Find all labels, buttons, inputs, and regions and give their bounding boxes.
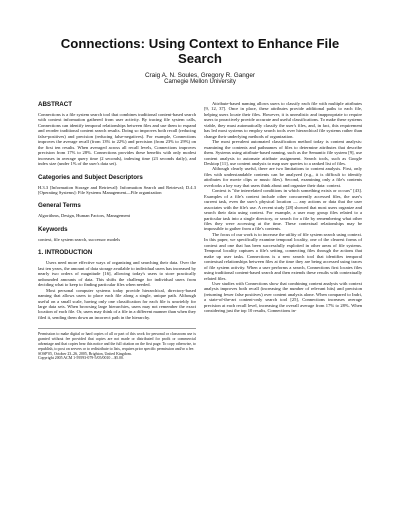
keywords-text: context, file system search, successor models xyxy=(38,236,121,242)
general-terms-heading: General Terms xyxy=(38,202,81,210)
abstract-text: Connections is a file system search tool that combines traditional content-based search with context information gathered from user activity. By tracing file system calls, Connections can identify temporal relationships between files and use them to expand and reorder traditional content search results. Doing so improves both recall (reducing false-positives) and precision (reducing false-negatives). For example, Connections improves the average recall (from 13% to 22%) and precision (from 23% to 29%) on the first ten results. When averaged across all recall levels, Connections improves precision from 17% to 28%. Connections provides these benefits with only modest increases in average query time (2 seconds), indexing time (23 seconds daily), and index size (under 1% of the user's data set). xyxy=(38,112,196,167)
body-paragraph-6: User studies with Connections show that combining content analysis with context analysis improves both recall (increasing the number of relevant hits) and precision (returning fewer false positives) over content analysis alone. When compared to Indri, a state-of-the-art content-only search tool [25], Connections increases average precision at each recall level, increasing the overall average from 17% to 28%. When considering just the top 10 results, Connections in- xyxy=(204,280,362,314)
footnote-block xyxy=(38,328,196,361)
intro-paragraph-2: Most personal computer systems today provide hierarchical, directory-based naming that allows users to place each file along a single, unique path. Although useful on a small scale, having only one classification for each file is unwieldy for large data sets. When browsing large hierarchies, users may not remember the exact location of each file. Or, users may think of a file in a different manner than when they filed it, sending them down an incorrect path in the hierarchy. xyxy=(38,287,196,320)
keywords-heading: Keywords xyxy=(38,225,68,233)
body-paragraph-4: Context is "the interrelated conditions in which something exists or occurs" [43]. Examples of a file's context include other concurrently accessed files, the user's current task, even the user's physical location — any actions or data that the user associates with the file's use. A recent study [28] showed that most users organize and search their data using context. For example, a user may group files related to a particular task into a single directory, or search for a file by remembering what other files they were accessing at the time. These contextual relationships may be impossible to gather from a file's contents. xyxy=(204,188,362,232)
intro-paragraph-1: Users need more effective ways of organizing and searching their data. Over the last ten years, the amount of data storage available to individual users has increased by nearly two orders of magnitude [16], allowing today's users to store practically unbounded amounts of data. This shifts the challenge for individual users from deciding what to keep to finding particular files when needed. xyxy=(38,260,196,288)
venue-line: SOSP'05, October 23–26, 2005, Brighton, United Kingdom. xyxy=(38,351,132,356)
two-column-body xyxy=(38,101,362,361)
paper-title: Connections: Using Context to Enhance File Search xyxy=(60,36,340,66)
abstract-heading: ABSTRACT xyxy=(38,101,73,108)
body-paragraph-3: Although clearly useful, there are two limitations to content analysis. First, only files with understandable contents can be analyzed (e.g., it is difficult to identify attributes for movie clips or music files). Second, examining only a file's contents overlooks a key way that users think about and organize their data: context. xyxy=(204,166,362,188)
introduction-heading: 1. INTRODUCTION xyxy=(38,249,93,257)
paper-affiliation: Carnegie Mellon University xyxy=(164,79,236,85)
body-paragraph-2: The most prevalent automated classification method today is content analysis: examining the contents and pathnames of files to determine attributes that describe them. Systems using attribute-based naming, such as the Semantic file system [9], use content analysis to automate attribute assignment. Search tools, such as Google Desktop [11], use content analysis to map user queries to a ranked list of files. xyxy=(204,139,362,166)
permission-notice: Permission to make digital or hard copies of all or part of this work for personal or classroom use is granted without fee provided that copies are not made or distributed for profit or commercial advantage and that copies bear this notice and the full citation on the first page. To copy otherwise, to republish, to post on servers or to redistribute to lists, requires prior specific permission and/or a fee. xyxy=(38,332,196,351)
left-column xyxy=(38,101,196,361)
copyright-line: Copyright 2005 ACM 1-59593-079-5/05/0010 ...$5.00. xyxy=(38,356,124,361)
categories-text: H.3.3 [Information Storage and Retrieval]: Information Search and Retrieval; D.4.3 [Operating Systems]: File Systems Management—File organization xyxy=(38,184,196,195)
body-paragraph-5: The focus of our work is to increase the utility of file system search using context. In this paper, we specifically examine temporal locality, one of the clearest forms of context and one that has been successfully exploited in other areas of file systems. Temporal locality captures a file's setting, connecting files through the actions that make up user tasks. Connections is a new search tool that identifies temporal contextual relationships between files at the time they are being accessed using traces of file system activity. When a user performs a search, Connections first locates files using traditional content-based search and then extends these results with contextually related files. xyxy=(204,231,362,281)
general-terms-text: Algorithms, Design, Human Factors, Management xyxy=(38,213,131,219)
paper-authors: Craig A. N. Soules, Gregory R. Ganger xyxy=(144,72,256,79)
right-column xyxy=(204,101,362,361)
categories-heading: Categories and Subject Descriptors xyxy=(38,173,143,181)
body-paragraph-1: Attribute-based naming allows users to classify each file with multiple attributes [9, 12, 37]. Once in place, these attributes provide additional paths to each file, helping users locate their files. However, it is unrealistic and inappropriate to require users to proactively provide accurate and useful classifications. To make these systems viable, they must automatically classify the user's files, and, in fact, this requirement has led most systems to employ search tools over hierarchical file systems rather than change their underlying methods of organization. xyxy=(204,101,362,139)
